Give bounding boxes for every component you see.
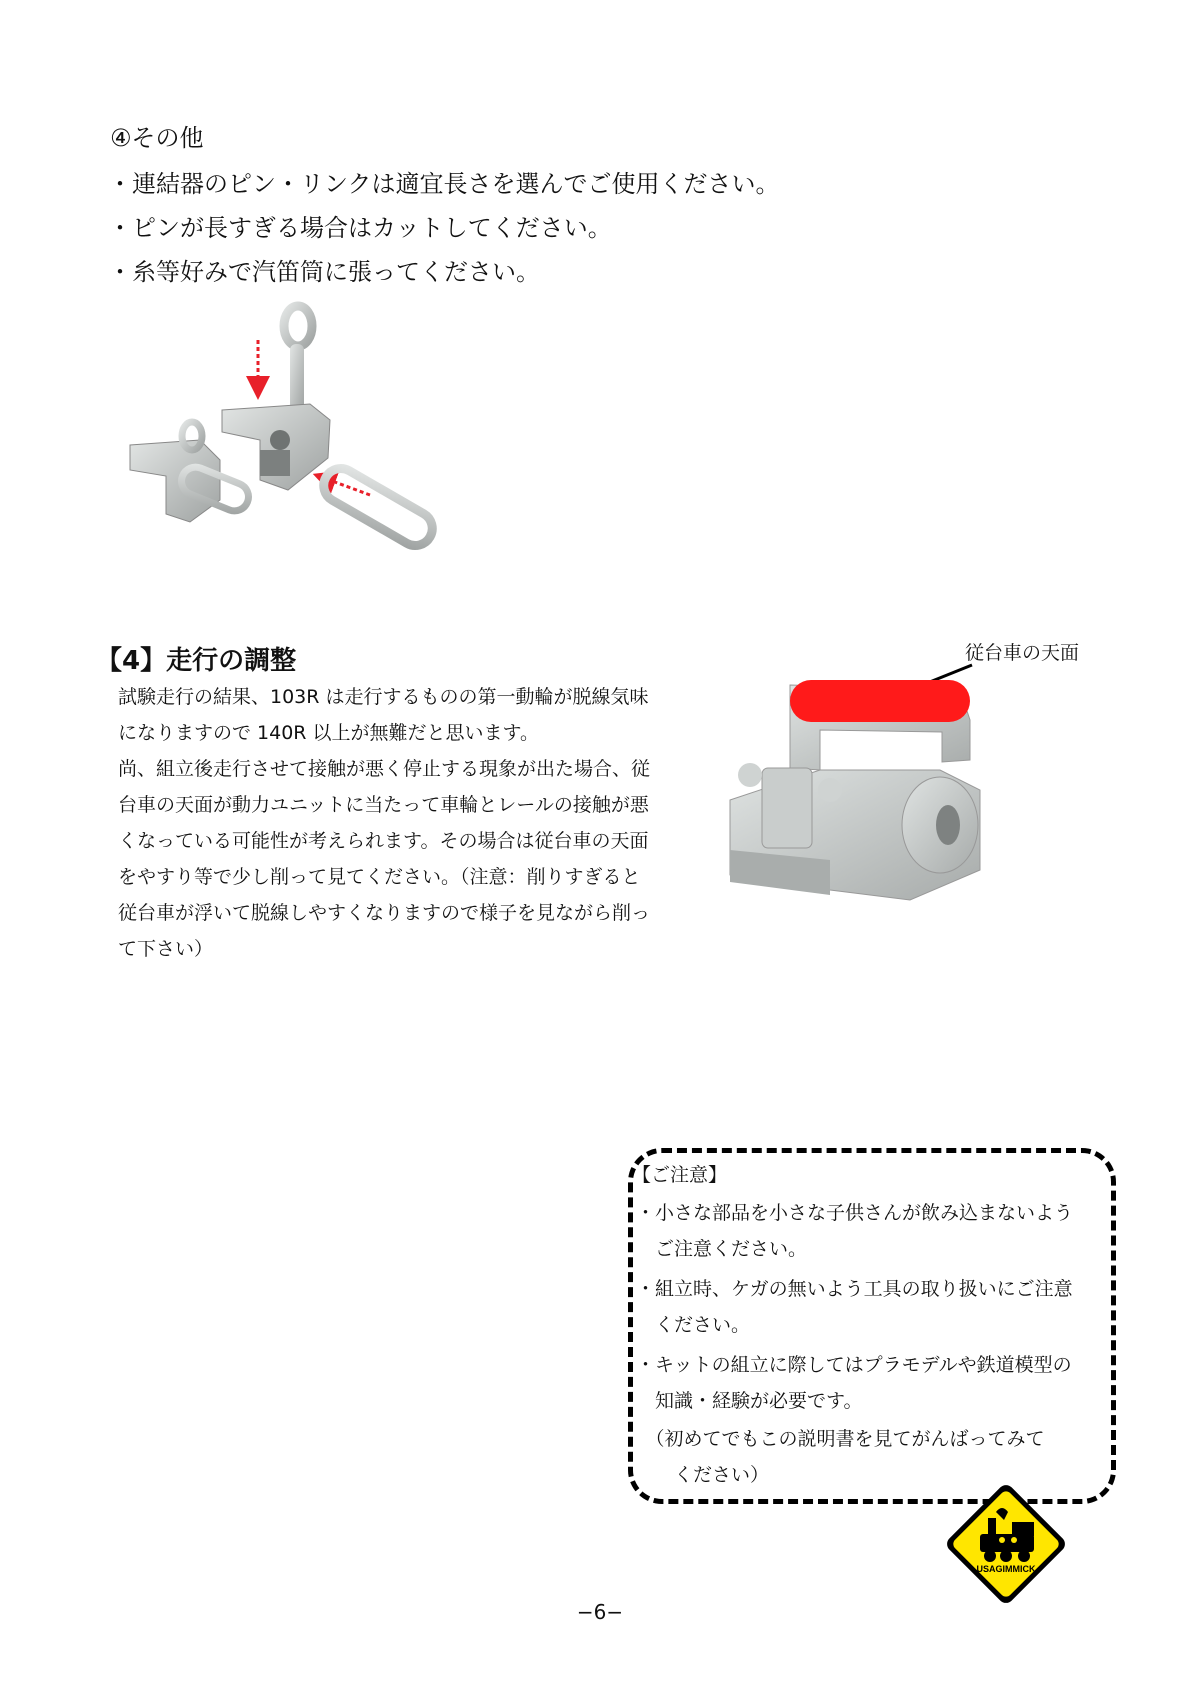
paragraph-line: 従台車が浮いて脱線しやすくなりますので様子を見ながら削っ — [118, 902, 651, 924]
page-number: −6− — [576, 1600, 624, 1624]
notice-line: ・組立時、ケガの無いよう工具の取り扱いにご注意 — [636, 1278, 1073, 1300]
paragraph-line: になりますので 140R 以上が無難だと思います。 — [118, 722, 540, 744]
notice-line: ください） — [636, 1464, 770, 1486]
section-title-running-adjustment: 【4】走行の調整 — [96, 646, 297, 676]
paragraph-line: 尚、組立後走行させて接触が悪く停止する現象が出た場合、従 — [118, 758, 651, 780]
notice-line: ください。 — [636, 1314, 751, 1336]
notice-line: ・キットの組立に際してはプラモデルや鉄道模型の — [636, 1354, 1072, 1376]
paragraph-line: 試験走行の結果、103R は走行するものの第一動輪が脱線気味 — [118, 686, 649, 708]
usagimmick-logo — [940, 1478, 1072, 1610]
notice-title: 【ご注意】 — [632, 1164, 728, 1186]
callout-trailing-truck-top: 従台車の天面 — [965, 642, 1080, 664]
section-title-other: ④その他 — [110, 124, 204, 152]
notice-line: ・小さな部品を小さな子供さんが飲み込まないよう — [636, 1202, 1074, 1224]
bullet-whistle-string: ・糸等好みで汽笛筒に張ってください。 — [108, 258, 540, 286]
notice-line: 知識・経験が必要です。 — [636, 1390, 863, 1412]
paragraph-line: をやすり等で少し削って見てください。（注意：削りすぎると — [118, 866, 641, 888]
bullet-pin-link-length: ・連結器のピン・リンクは適宜長さを選んでご使用ください。 — [108, 170, 780, 198]
paragraph-line: 台車の天面が動力ユニットに当たって車輪とレールの接触が悪 — [118, 794, 649, 816]
highlight-top-face — [790, 680, 970, 722]
notice-line: （初めてでもこの説明書を見てがんばってみて — [636, 1428, 1045, 1450]
logo-text: USAGIMMICK — [976, 1564, 1036, 1574]
bullet-cut-pin: ・ピンが長すぎる場合はカットしてください。 — [108, 214, 612, 242]
paragraph-line: て下さい） — [118, 938, 214, 960]
notice-line: ご注意ください。 — [636, 1238, 808, 1260]
coupler-illustration — [120, 300, 480, 580]
paragraph-line: くなっている可能性が考えられます。その場合は従台車の天面 — [118, 830, 649, 852]
trailing-truck-illustration — [710, 650, 1010, 920]
